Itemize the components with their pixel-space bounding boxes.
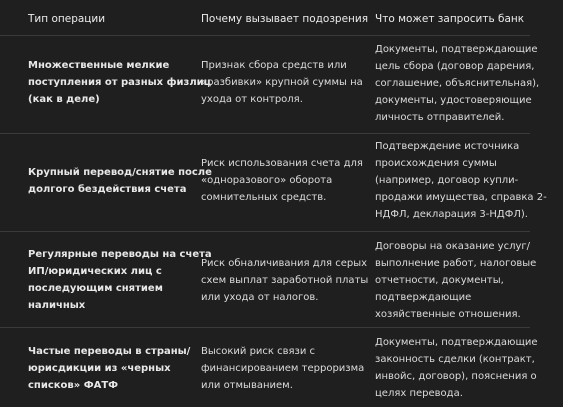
table-header: [0, 0, 530, 36]
suspicion-reason-cell: Риск использования счета для «одноразового» оборота сомнительных средств.: [201, 158, 363, 203]
suspicion-reason-cell: Риск обналичивания для серых схем выплат заработной платы или ухода от налогов.: [201, 258, 369, 303]
operation-type-cell: Регулярные переводы на счета ИП/юридических лиц с последующим снятием наличных: [28, 249, 212, 311]
suspicion-reason-cell: Признак сбора средств или «разбивки» крупной суммы на ухода от контроля.: [201, 60, 363, 105]
suspicion-reason-cell: Высокий риск связи с финансированием терроризма или отмыванием.: [201, 346, 365, 391]
bank-request-cell: Документы, подтверждающие цель сбора (договор дарения, соглашение, объяснительная), документы, удостоверяющие личность отправителей.: [375, 44, 540, 123]
table-row: [0, 36, 540, 134]
header-bank-request: Что может запросить банк: [375, 13, 525, 25]
operation-type-cell: Множественные мелкие поступления от разных физлиц (как в деле): [28, 60, 212, 105]
header-suspicion-reason: Почему вызывает подозрения: [201, 13, 369, 25]
header-operation-type: Тип операции: [28, 13, 106, 25]
operation-type-cell: Крупный перевод/снятие после долгого бездействия счета: [28, 167, 212, 195]
bank-request-cell: Подтверждение источника происхождения суммы (например, договор купли- продажи имущества, справка 2- НДФЛ, декларация 3-НДФЛ).: [375, 141, 547, 220]
bank-request-cell: Документы, подтверждающие законность сделки (контракт, инвойс, договор), пояснения о целях перевода.: [375, 337, 538, 399]
table-row: [0, 134, 547, 232]
bank-request-cell: Договоры на оказание услуг/ выполнение работ, налоговые отчетности, документы, подтверждающие хозяйственные отношения.: [375, 241, 537, 320]
table-row: [0, 328, 538, 407]
operation-type-cell: Частые переводы в страны/ юрисдикции из «черных списков» ФАТФ: [28, 346, 191, 391]
table-row: [0, 232, 537, 328]
